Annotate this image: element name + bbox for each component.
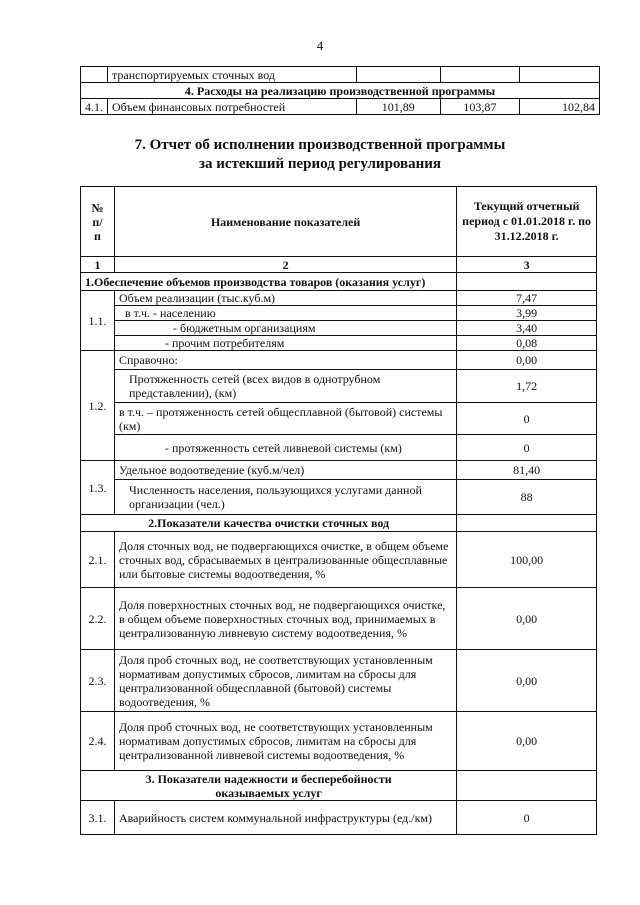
table-row bbox=[81, 336, 597, 351]
column-number: 2 bbox=[114, 257, 456, 273]
value-cell: 88 bbox=[457, 480, 597, 515]
page-number: 4 bbox=[316, 38, 324, 53]
table-row bbox=[81, 461, 597, 480]
row-label: - протяженность сетей ливневой системы (км) bbox=[114, 435, 456, 461]
row-label: - прочим потребителям bbox=[114, 336, 456, 351]
section-header-row bbox=[81, 515, 597, 532]
row-label: Аварийность систем коммунальной инфраструктуры (ед./км) bbox=[114, 801, 456, 835]
table-row bbox=[81, 291, 597, 306]
row-label: транспортируемых сточных вод bbox=[108, 67, 357, 83]
section-3-title: 3. Показатели надежности и бесперебойности оказываемых услуг bbox=[81, 771, 457, 801]
row-label: Удельное водоотведение (куб.м/чел) bbox=[114, 461, 456, 480]
row-label: Доля поверхностных сточных вод, не подвергающихся очистке, в общем объеме поверхностных сточных вод, принимаемых в централизованную ливневую систему водоотведения, % bbox=[114, 588, 456, 650]
section-header-row bbox=[81, 771, 597, 801]
row-label: Доля проб сточных вод, не соответствующих установленным нормативам допустимых сбросов, лимитам на сбросы для централизованной ливневой системы водоотведения, % bbox=[114, 712, 456, 771]
row-label: Доля проб сточных вод, не соответствующих установленным нормативам допустимых сбросов, лимитам на сбросы для централизованной общесплавной (бытовой) системы водоотведения, % bbox=[114, 650, 456, 712]
table-row bbox=[81, 650, 597, 712]
value-cell: 0 bbox=[457, 403, 597, 435]
value-cell: 0 bbox=[457, 435, 597, 461]
table-row bbox=[81, 801, 597, 835]
expenses-table bbox=[80, 66, 600, 115]
row-label: Доля сточных вод, не подвергающихся очистке, в общем объеме сточных вод, сбрасываемых в централизованные общесплавные или бытовые системы водоотведения, % bbox=[114, 532, 456, 588]
row-label: - бюджетным организациям bbox=[114, 321, 456, 336]
header-name: Наименование показателей bbox=[114, 187, 456, 257]
row-label: Справочно: bbox=[114, 351, 456, 370]
table-row bbox=[81, 306, 597, 321]
report-table bbox=[80, 186, 597, 835]
row-label: Объем финансовых потребностей bbox=[108, 99, 357, 115]
section-header-row bbox=[81, 273, 597, 291]
header-row bbox=[81, 187, 597, 257]
heading-line: 7. Отчет об исполнении производственной программы bbox=[134, 137, 506, 153]
value-cell: 102,84 bbox=[520, 99, 600, 115]
row-label: Протяженность сетей (всех видов в однотрубном представлении), (км) bbox=[114, 370, 456, 403]
table-row bbox=[81, 435, 597, 461]
row-number: 2.2. bbox=[81, 588, 115, 650]
table-row bbox=[81, 370, 597, 403]
table-row bbox=[81, 588, 597, 650]
value-cell: 0,00 bbox=[457, 588, 597, 650]
value-cell: 0,00 bbox=[457, 712, 597, 771]
header-period: Текущий отчетный период с 01.01.2018 г. по 31.12.2018 г. bbox=[457, 187, 597, 257]
section-1-title: 1.Обеспечение объемов производства товаров (оказания услуг) bbox=[81, 273, 457, 291]
table-row bbox=[81, 67, 600, 83]
value-cell: 7,47 bbox=[457, 291, 597, 306]
row-number: 3.1. bbox=[81, 801, 115, 835]
row-label: Численность населения, пользующихся услугами данной организации (чел.) bbox=[114, 480, 456, 515]
value-cell: 3,40 bbox=[457, 321, 597, 336]
section-4-title: 4. Расходы на реализацию производственной программы bbox=[81, 83, 600, 99]
row-label: в т.ч. – протяженность сетей общесплавной (бытовой) системы (км) bbox=[114, 403, 456, 435]
table-row bbox=[81, 480, 597, 515]
row-number: 1.3. bbox=[81, 461, 115, 515]
header-number: № п/п bbox=[81, 187, 115, 257]
column-number: 3 bbox=[457, 257, 597, 273]
column-number: 1 bbox=[81, 257, 115, 273]
section-7-heading bbox=[0, 136, 640, 174]
row-label: Объем реализации (тыс.куб.м) bbox=[114, 291, 456, 306]
row-number: 4.1. bbox=[81, 99, 108, 115]
value-cell: 101,89 bbox=[356, 99, 440, 115]
row-number: 1.2. bbox=[81, 351, 115, 461]
table-row bbox=[81, 99, 600, 115]
section-2-title: 2.Показатели качества очистки сточных вод bbox=[81, 515, 457, 532]
section-header-row bbox=[81, 83, 600, 99]
table-row bbox=[81, 403, 597, 435]
value-cell: 1,72 bbox=[457, 370, 597, 403]
value-cell: 0 bbox=[457, 801, 597, 835]
table-row bbox=[81, 712, 597, 771]
table-row bbox=[81, 321, 597, 336]
value-cell: 0,00 bbox=[457, 351, 597, 370]
heading-line: за истекший период регулирования bbox=[198, 156, 442, 172]
row-label: в т.ч. - населению bbox=[114, 306, 456, 321]
value-cell: 0,00 bbox=[457, 650, 597, 712]
column-numbers-row bbox=[81, 257, 597, 273]
value-cell: 3,99 bbox=[457, 306, 597, 321]
value-cell: 81,40 bbox=[457, 461, 597, 480]
value-cell: 0,08 bbox=[457, 336, 597, 351]
value-cell: 103,87 bbox=[440, 99, 520, 115]
row-number: 2.1. bbox=[81, 532, 115, 588]
value-cell: 100,00 bbox=[457, 532, 597, 588]
row-number: 1.1. bbox=[81, 291, 115, 351]
table-row bbox=[81, 351, 597, 370]
table-row bbox=[81, 532, 597, 588]
row-number: 2.3. bbox=[81, 650, 115, 712]
row-number: 2.4. bbox=[81, 712, 115, 771]
